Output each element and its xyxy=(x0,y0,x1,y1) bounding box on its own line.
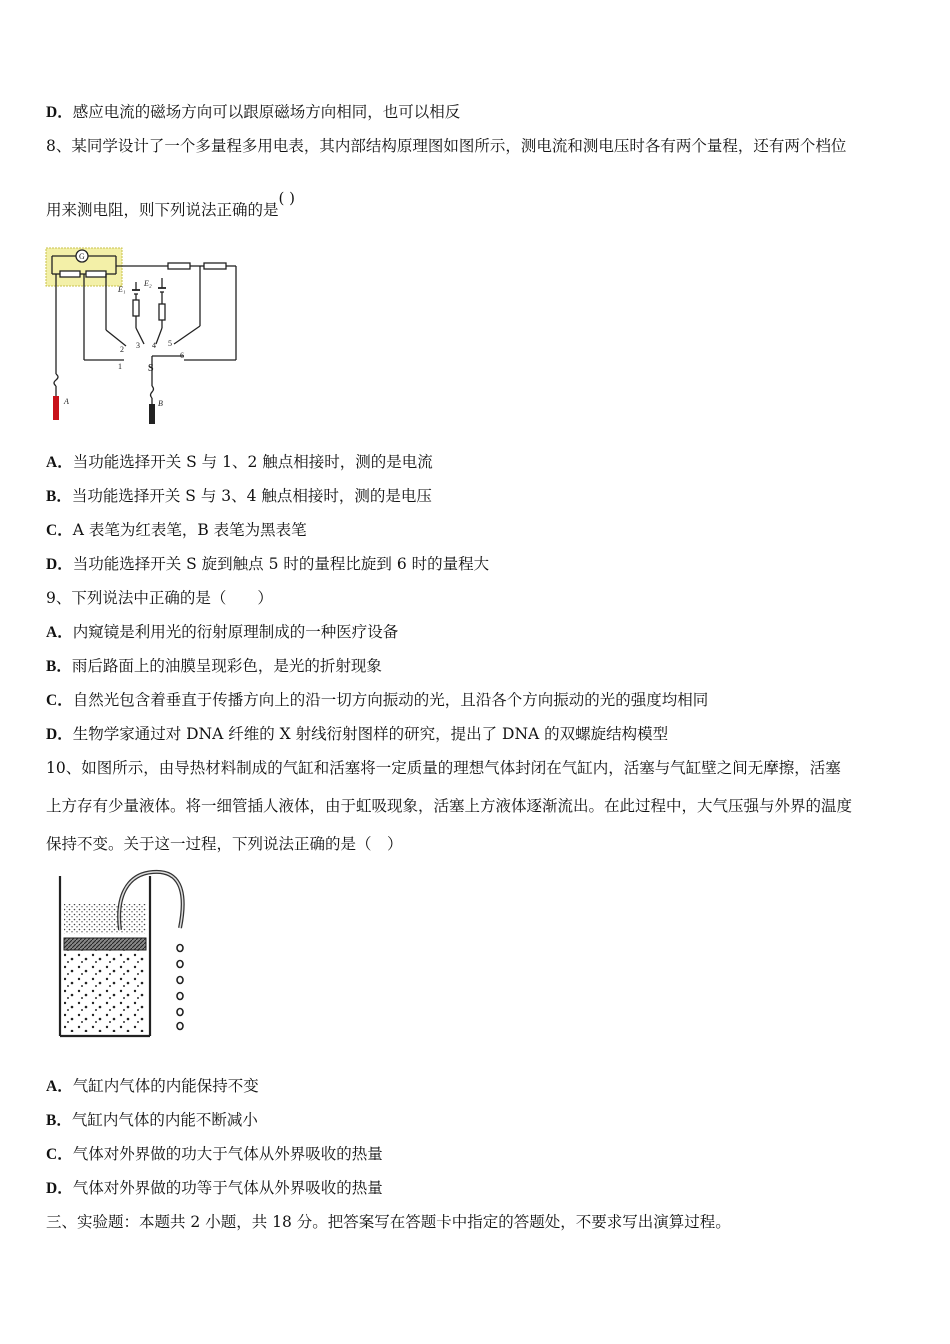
q9-option-d xyxy=(46,724,668,745)
label-e2: E₂ xyxy=(144,279,152,288)
option-text: 当功能选择开关 S 与 1、2 触点相接时，测的是电流 xyxy=(72,453,433,471)
section-3-heading: 三、实验题：本题共 2 小题，共 18 分。把答案写在答题卡中指定的答题处，不要求写出演算过程。 xyxy=(46,1213,731,1231)
q10-option-b xyxy=(46,1110,258,1131)
series-resistor-1 xyxy=(168,263,190,269)
label-2: 2 xyxy=(120,345,124,354)
option-text: 感应电流的磁场方向可以跟原磁场方向相同，也可以相反 xyxy=(72,103,461,121)
option-label: A． xyxy=(46,1078,73,1095)
q8-stem-line2 xyxy=(46,189,295,220)
option-text: 当功能选择开关 S 与 3、4 触点相接时，测的是电压 xyxy=(71,487,432,505)
option-text: 气体对外界做的功大于气体从外界吸收的热量 xyxy=(72,1145,383,1163)
option-label: D． xyxy=(46,104,73,121)
option-label: B． xyxy=(46,1112,72,1129)
shunt-resistor-2 xyxy=(86,271,106,277)
q8-stem-line1: 8、某同学设计了一个多量程多用电表，其内部结构原理图如图所示，测电流和测电压时各有两个量程，还有两个档位 xyxy=(46,137,847,155)
q9-option-c xyxy=(46,690,708,711)
answer-bracket: ( ) xyxy=(278,189,295,207)
label-5: 5 xyxy=(168,339,172,348)
label-6: 6 xyxy=(180,351,184,360)
dripping-drops xyxy=(177,945,183,1030)
option-text: 自然光包含着垂直于传播方向上的沿一切方向振动的光，且沿各个方向振动的光的强度均相同 xyxy=(72,691,709,709)
probe-a-red xyxy=(53,396,59,420)
q10-stem-line2: 上方存有少量液体。将一细管插人液体，由于虹吸现象，活塞上方液体逐渐流出。在此过程中，大气压强与外界的温度 xyxy=(46,797,853,815)
option-text: 当功能选择开关 S 旋到触点 5 时的量程比旋到 6 时的量程大 xyxy=(72,555,490,573)
option-text: 生物学家通过对 DNA 纤维的 X 射线衍射图样的研究，提出了 DNA 的双螺旋结构模型 xyxy=(72,725,669,743)
option-text: 内窥镜是利用光的衍射原理制成的一种医疗设备 xyxy=(72,623,399,641)
q10-option-c xyxy=(46,1144,383,1165)
q9-option-b xyxy=(46,656,382,677)
option-label: C． xyxy=(46,692,73,709)
variable-resistor-1 xyxy=(133,300,139,316)
q8-option-a xyxy=(46,452,433,473)
q8-option-c xyxy=(46,520,307,541)
q10-stem-line3: 保持不变。关于这一过程，下列说法正确的是（ ） xyxy=(46,835,403,853)
option-text: 气缸内气体的内能不断减小 xyxy=(71,1111,258,1129)
option-text: 气缸内气体的内能保持不变 xyxy=(72,1077,259,1095)
option-label: D． xyxy=(46,1180,73,1197)
shunt-resistor-1 xyxy=(60,271,80,277)
multimeter-circuit-figure xyxy=(44,244,244,424)
probe-b-black xyxy=(149,404,155,424)
option-label: D． xyxy=(46,556,73,573)
cylinder-siphon-figure xyxy=(48,868,198,1042)
q10-option-a xyxy=(46,1076,259,1097)
q7-option-d xyxy=(46,102,460,123)
option-text: 雨后路面上的油膜呈现彩色，是光的折射现象 xyxy=(71,657,382,675)
option-label: C． xyxy=(46,1146,73,1163)
option-label: A． xyxy=(46,624,73,641)
option-label: A． xyxy=(46,454,73,471)
label-e1: E₁ xyxy=(118,285,126,294)
variable-resistor-2 xyxy=(159,304,165,320)
label-4: 4 xyxy=(152,341,156,350)
enclosed-gas xyxy=(64,950,146,1032)
q8-option-b xyxy=(46,486,432,507)
label-3: 3 xyxy=(136,341,140,350)
label-a: A xyxy=(64,397,69,406)
q10-option-d xyxy=(46,1178,383,1199)
label-s: S xyxy=(148,363,154,374)
option-label: D． xyxy=(46,726,73,743)
q8-option-d xyxy=(46,554,489,575)
option-label: B． xyxy=(46,488,72,505)
liquid-layer xyxy=(64,904,146,934)
q10-stem-line1: 10、如图所示，由导热材料制成的气缸和活塞将一定质量的理想气体封闭在气缸内，活塞与气缸壁之间无摩擦，活塞 xyxy=(46,759,841,777)
label-g: G xyxy=(79,252,85,261)
option-label: C． xyxy=(46,522,73,539)
option-label: B． xyxy=(46,658,72,675)
label-1: 1 xyxy=(118,362,122,371)
q9-option-a xyxy=(46,622,398,643)
option-text: 气体对外界做的功等于气体从外界吸收的热量 xyxy=(72,1179,383,1197)
piston xyxy=(64,938,146,950)
q9-stem: 9、下列说法中正确的是（ ） xyxy=(46,589,273,607)
q8-stem-text: 用来测电阻，则下列说法正确的是 xyxy=(46,201,279,219)
option-text: A 表笔为红表笔，B 表笔为黑表笔 xyxy=(72,521,307,539)
label-b: B xyxy=(158,399,163,408)
series-resistor-2 xyxy=(204,263,226,269)
